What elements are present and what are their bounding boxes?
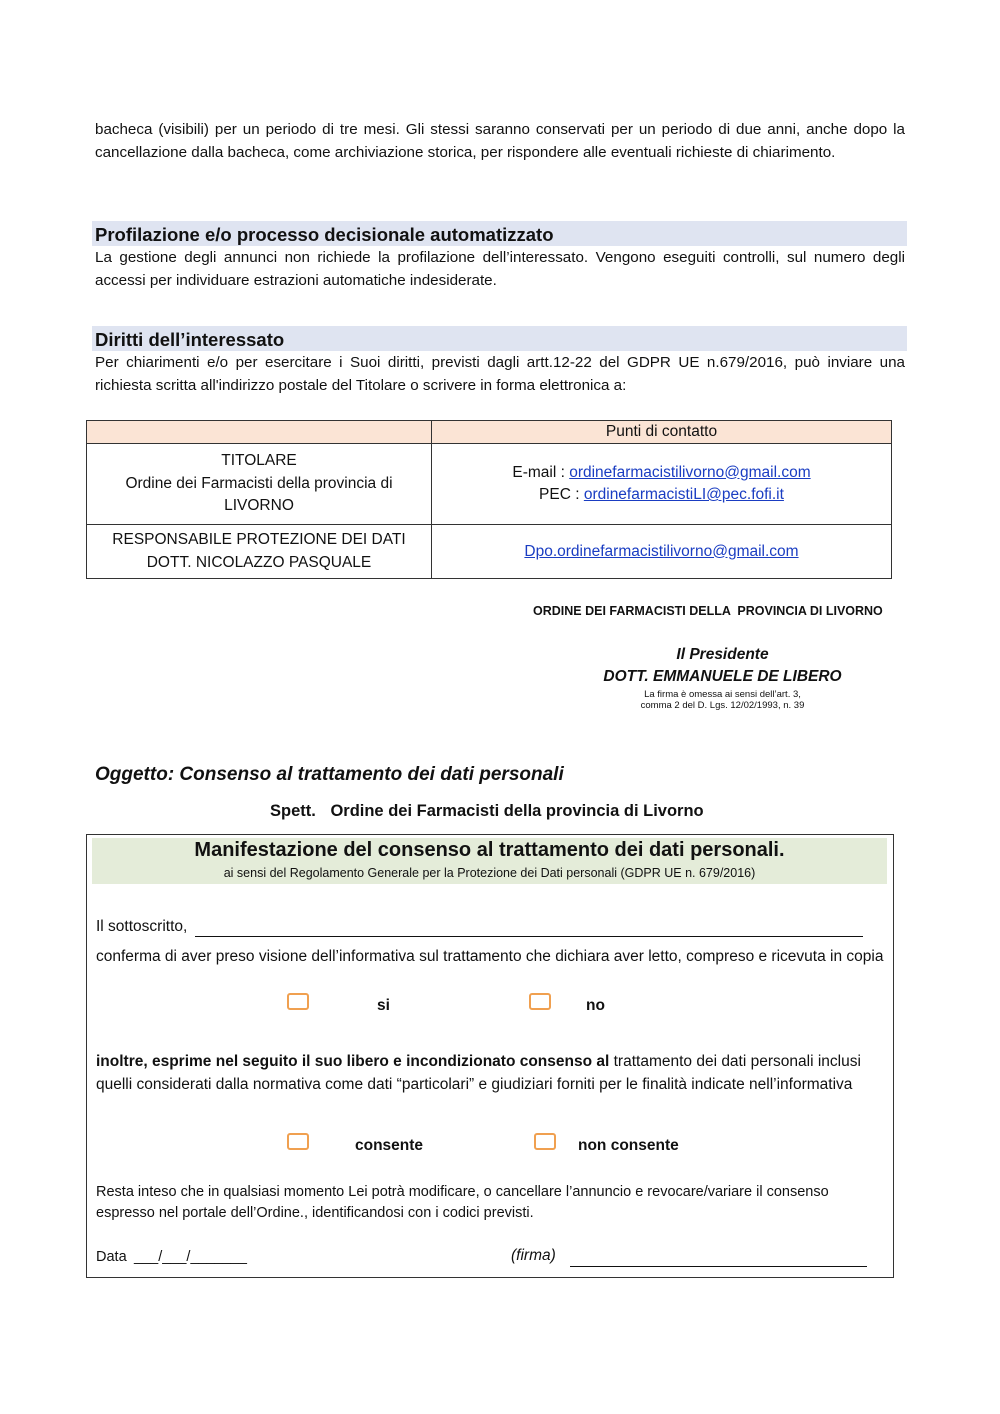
consent-subject: Oggetto: Consenso al trattamento dei dati personali (95, 764, 564, 785)
titolare-city: LIVORNO (224, 497, 294, 515)
signature-note-line2: comma 2 del D. Lgs. 12/02/1993, n. 39 (640, 700, 805, 711)
spett-label: Spett. (270, 802, 316, 820)
dpo-email-link[interactable]: Dpo.ordinefarmacistilivorno@gmail.com (524, 542, 799, 560)
signature-field[interactable] (570, 1266, 867, 1267)
consent-box-title: Manifestazione del consenso al trattamento dei dati personali. (194, 839, 785, 861)
section-heading-profilazione: Profilazione e/o processo decisionale automatizzato (92, 221, 907, 246)
date-field[interactable]: ___/___/_______ (134, 1249, 247, 1265)
consent-box-subtitle: ai sensi del Regolamento Generale per la Protezione dei Dati personali (GDPR UE n. 679/2016) (223, 866, 756, 880)
president-role: Il Presidente (676, 646, 769, 663)
checkbox-non-consente[interactable] (534, 1133, 556, 1150)
table-row (87, 444, 892, 525)
titolare-label: TITOLARE (221, 452, 297, 470)
further-consent-text (96, 1051, 888, 1096)
table-header-contacts: Punti di contatto (432, 421, 892, 444)
undersigned-name-field[interactable] (195, 936, 863, 937)
spett-line (270, 802, 704, 821)
titolare-contacts-cell (432, 444, 892, 525)
dpo-label: RESPONSABILE PROTEZIONE DEI DATI (112, 531, 406, 548)
profilazione-paragraph: La gestione degli annunci non richiede la profilazione dell’interessato. Vengono eseguiti controlli, sul numero degli accessi per individuare estrazioni automatiche indesiderate. (95, 249, 905, 289)
dpo-contacts-cell (432, 525, 892, 579)
contacts-table (86, 420, 892, 579)
notice-text: Resta inteso che in qualsiasi momento Lei potrà modificare, o cancellare l’annuncio e revocare/variare il consenso espresso nel portale dell’Ordine., identificandosi con i codici previsti. (96, 1184, 829, 1221)
titolare-cell (87, 444, 432, 525)
signature-note-line1: La firma è omessa ai sensi dell’art. 3, (644, 689, 801, 700)
table-header-row (87, 421, 892, 444)
option-consente-label: consente (355, 1137, 424, 1154)
email-label: E-mail : (512, 463, 570, 481)
checkbox-consente[interactable] (287, 1133, 309, 1150)
undersigned-label: Il sottoscritto, (96, 918, 188, 935)
option-si-label: si (377, 997, 390, 1014)
pec-label: PEC : (539, 486, 584, 503)
dpo-name: DOTT. NICOLAZZO PASQUALE (146, 553, 372, 571)
spett-recipient: Ordine dei Farmacisti della provincia di Livorno (330, 802, 704, 820)
signature-label: (firma) (511, 1247, 556, 1264)
dpo-cell (87, 525, 432, 579)
date-label: Data (96, 1249, 127, 1265)
intro-paragraph: bacheca (visibili) per un periodo di tre mesi. Gli stessi saranno conservati per un periodo di due anni, anche dopo la cancellazione dalla bacheca, come archiviazione storica, per rispondere alle eventuali richieste di chiarimento. (95, 121, 905, 161)
email-link[interactable]: ordinefarmacistilivorno@gmail.com (569, 463, 811, 481)
option-non-consente-label: non consente (578, 1137, 679, 1154)
table-header-empty (87, 421, 432, 444)
checkbox-no[interactable] (529, 993, 551, 1010)
section-heading-diritti: Diritti dell’interessato (92, 326, 907, 351)
table-row (87, 525, 892, 579)
diritti-paragraph: Per chiarimenti e/o per esercitare i Suoi diritti, previsti dagli artt.12-22 del GDPR UE n.679/2016, può inviare una richiesta scritta all'indirizzo postale del Titolare o scrivere in forma elettronica a: (95, 354, 905, 394)
pec-link[interactable]: ordinefarmacistiLI@pec.fofi.it (583, 486, 784, 503)
org-name: ORDINE DEI FARMACISTI DELLA PROVINCIA DI LIVORNO (533, 604, 883, 618)
confirm-text: conferma di aver preso visione dell’informativa sul trattamento che dichiara aver letto, compreso e ricevuta in copia (96, 948, 884, 965)
signature-note (560, 689, 885, 711)
titolare-org: Ordine dei Farmacisti della provincia di (125, 474, 393, 492)
further-consent-bold: inoltre, esprime nel seguito il suo libero e incondizionato consenso al (96, 1053, 610, 1070)
checkbox-si[interactable] (287, 993, 309, 1010)
further-consent-rest: trattamento dei dati personali inclusi quelli considerati dalla normativa come dati “particolari” e giudiziari forniti per le finalità indicate nell’informativa (96, 1053, 861, 1093)
president-name: DOTT. EMMANUELE DE LIBERO (603, 668, 842, 685)
option-no-label: no (586, 997, 605, 1014)
